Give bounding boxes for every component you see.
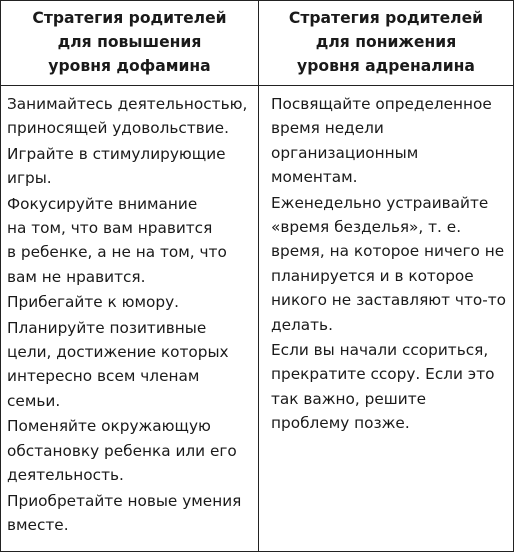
strategy-line: вам не нравится.: [7, 267, 146, 286]
dopamine-strategies: [7, 92, 253, 538]
strategy-item: [7, 414, 253, 487]
strategy-line: Еженедельно устраивайте: [271, 193, 489, 212]
strategy-item: [7, 489, 253, 538]
header-adrenaline: [259, 6, 513, 78]
strategy-item: [271, 191, 507, 337]
header-line: уровня дофамина: [48, 57, 211, 75]
adrenaline-strategies: [271, 92, 507, 437]
strategy-item: [7, 290, 253, 314]
strategy-item: [7, 92, 253, 141]
strategy-line: организационным: [271, 143, 419, 162]
strategy-item: [271, 338, 507, 436]
strategy-line: Если вы начали ссориться,: [271, 341, 489, 360]
strategy-item: [7, 142, 253, 191]
header-line: для повышения: [57, 33, 202, 51]
strategy-line: делать.: [271, 315, 333, 334]
strategy-line: обстановку ребенка или его: [7, 441, 237, 460]
strategy-line: Посвящайте определенное: [271, 95, 492, 113]
strategy-line: так важно, решите: [271, 389, 427, 408]
strategy-line: проблему позже.: [271, 414, 410, 433]
strategy-line: Фокусируйте внимание: [7, 194, 198, 213]
strategy-line: Поменяйте окружающую: [7, 417, 211, 436]
strategy-line: Планируйте позитивные: [7, 318, 207, 337]
strategy-line: на том, что вам нравится: [7, 219, 213, 238]
header-dopamine: [1, 6, 258, 78]
strategy-line: вместе.: [7, 515, 69, 534]
strategy-line: интересно всем членам: [7, 367, 200, 386]
strategy-line: «время безделья», т. е.: [271, 218, 462, 237]
strategy-line: Играйте в стимулирующие: [7, 144, 226, 163]
strategy-line: моментам.: [271, 168, 358, 187]
strategy-line: Прибегайте к юмору.: [7, 293, 180, 312]
strategy-line: никого не заставляют что-то: [271, 291, 507, 310]
strategy-line: Приобретайте новые умения: [7, 491, 242, 510]
column-divider: [258, 1, 259, 551]
strategy-line: прекратите ссору. Если это: [271, 365, 495, 384]
strategy-line: время недели: [271, 119, 384, 138]
header-line: Стратегия родителей: [32, 9, 227, 27]
strategy-line: цели, достижение которых: [7, 343, 229, 362]
strategy-line: приносящей удовольствие.: [7, 119, 229, 138]
strategy-line: время, на которое ничего не: [271, 242, 505, 261]
header-line: уровня адреналина: [297, 57, 475, 75]
strategy-line: игры.: [7, 169, 52, 188]
header-divider: [1, 85, 513, 86]
header-line: Стратегия родителей: [288, 9, 484, 27]
strategy-item: [7, 316, 253, 414]
header-line: для понижения: [315, 33, 457, 51]
strategy-line: Занимайтесь деятельностью,: [7, 95, 248, 113]
strategy-line: в ребенке, а не на том, что: [7, 243, 227, 262]
strategy-line: семьи.: [7, 391, 61, 410]
strategy-item: [7, 192, 253, 290]
strategy-item: [271, 92, 507, 190]
strategy-line: планируется и в которое: [271, 266, 474, 285]
strategy-line: деятельность.: [7, 466, 124, 485]
